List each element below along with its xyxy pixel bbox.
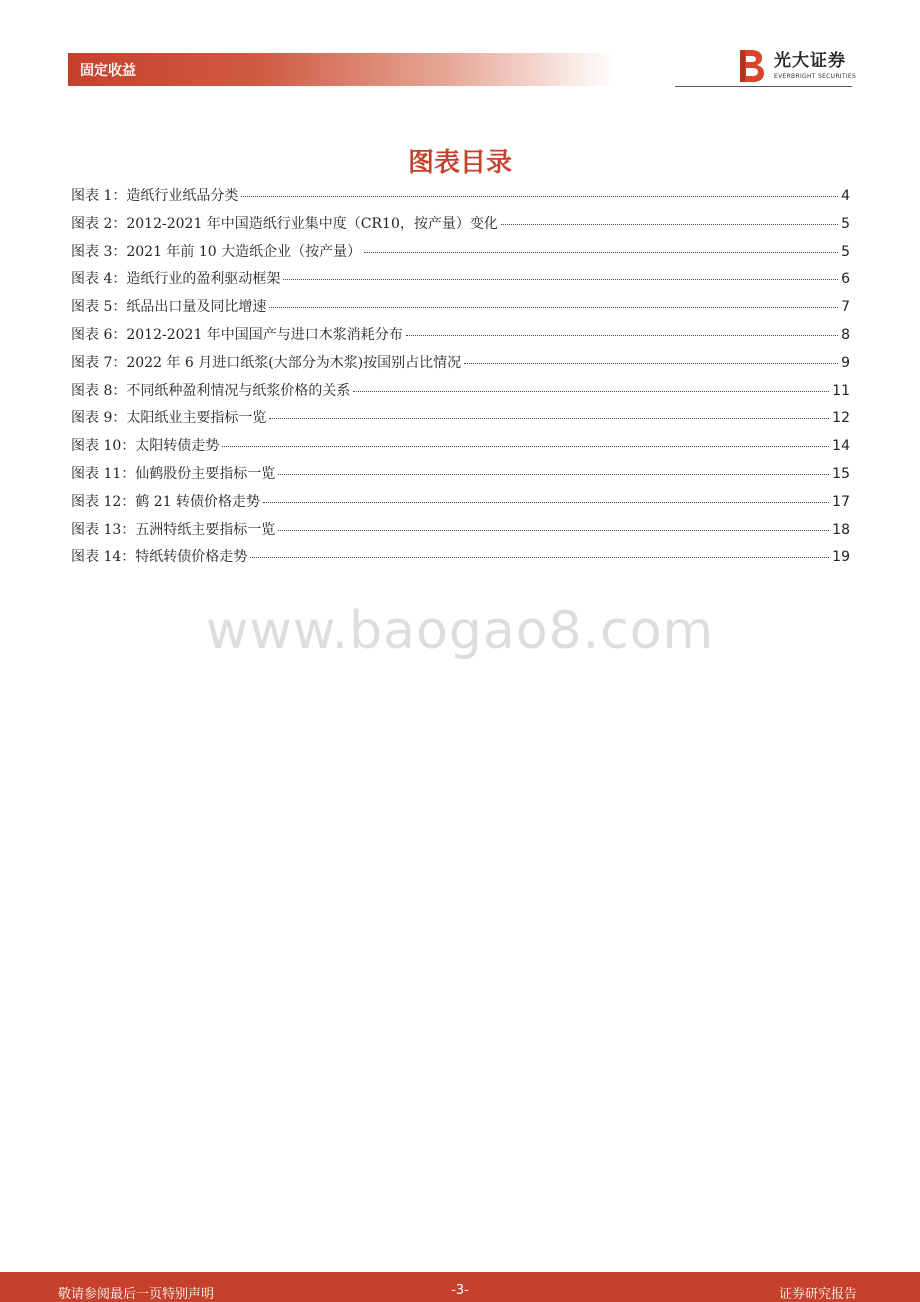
toc-leader: [263, 502, 829, 503]
toc-item[interactable]: [71, 185, 850, 213]
toc-leader: [269, 307, 838, 308]
toc-leader: [278, 474, 829, 475]
toc-item-page: 8: [841, 326, 850, 343]
toc-item-label: 图表 3：2021 年前 10 大造纸企业（按产量）: [71, 243, 362, 260]
page-number: -3-: [451, 1283, 469, 1298]
toc-item[interactable]: [71, 352, 850, 380]
toc-item[interactable]: [71, 324, 850, 352]
brand-name-en: EVERBRIGHT SECURITIES: [774, 72, 857, 80]
toc-item-page: 5: [841, 215, 850, 232]
toc-item-label: 图表 14：特纸转债价格走势: [71, 549, 248, 566]
toc-list: [71, 185, 850, 574]
toc-item[interactable]: [71, 435, 850, 463]
toc-item-page: 7: [841, 299, 850, 316]
toc-leader: [364, 252, 838, 253]
toc-item-label: 图表 2：2012-2021 年中国造纸行业集中度（CR10，按产量）变化: [71, 215, 498, 232]
toc-item[interactable]: [71, 213, 850, 241]
toc-item-label: 图表 6：2012-2021 年中国国产与进口木浆消耗分布: [71, 326, 403, 343]
toc-item-label: 图表 4：造纸行业的盈利驱动框架: [71, 271, 281, 288]
header-divider: [675, 86, 852, 87]
toc-item-page: 15: [832, 465, 850, 482]
footer-disclaimer: 敬请参阅最后一页特别声明: [58, 1287, 215, 1302]
toc-item-page: 19: [832, 549, 850, 566]
toc-leader: [283, 279, 838, 280]
toc-item-label: 图表 10：太阳转债走势: [71, 438, 220, 455]
toc-leader: [241, 196, 838, 197]
section-label: 固定收益: [80, 63, 136, 79]
toc-item[interactable]: [71, 519, 850, 547]
toc-item[interactable]: [71, 380, 850, 408]
brand-logo: [738, 48, 856, 84]
toc-item-label: 图表 1：造纸行业纸品分类: [71, 188, 239, 204]
toc-leader: [250, 557, 829, 558]
toc-item-label: 图表 8：不同纸种盈利情况与纸浆价格的关系: [71, 382, 351, 399]
toc-item-page: 5: [841, 243, 850, 260]
toc-item[interactable]: [71, 268, 850, 296]
toc-item[interactable]: [71, 546, 850, 574]
toc-item-page: 11: [832, 382, 850, 399]
toc-leader: [222, 446, 829, 447]
toc-item-label: 图表 5：纸品出口量及同比增速: [71, 299, 267, 316]
toc-leader: [353, 391, 829, 392]
everbright-logo-icon: [738, 48, 768, 84]
toc-leader: [269, 418, 829, 419]
toc-item-page: 9: [841, 354, 850, 371]
toc-item[interactable]: [71, 296, 850, 324]
toc-leader: [501, 224, 838, 225]
watermark: www.baogao8.com: [205, 601, 715, 661]
toc-item-page: 4: [841, 188, 850, 204]
toc-leader: [406, 335, 838, 336]
toc-item-page: 12: [832, 410, 850, 427]
toc-item-label: 图表 12：鹤 21 转债价格走势: [71, 493, 260, 510]
toc-item-label: 图表 11：仙鹤股份主要指标一览: [71, 465, 276, 482]
header-band: [68, 53, 616, 86]
toc-leader: [464, 363, 838, 364]
toc-item-page: 17: [832, 493, 850, 510]
toc-leader: [278, 530, 829, 531]
toc-item[interactable]: [71, 491, 850, 519]
toc-item[interactable]: [71, 241, 850, 269]
toc-title: 图表目录: [407, 148, 512, 178]
toc-item-page: 6: [841, 271, 850, 288]
toc-item[interactable]: [71, 407, 850, 435]
report-type: 证券研究报告: [778, 1287, 857, 1302]
toc-item-label: 图表 7：2022 年 6 月进口纸浆(大部分为木浆)按国别占比情况: [71, 354, 462, 371]
toc-item[interactable]: [71, 463, 850, 491]
brand-name-cn: 光大证券: [774, 50, 846, 71]
toc-item-label: 图表 13：五洲特纸主要指标一览: [71, 521, 276, 538]
toc-item-page: 14: [832, 438, 850, 455]
toc-item-label: 图表 9：太阳纸业主要指标一览: [71, 410, 267, 427]
toc-item-page: 18: [832, 521, 850, 538]
